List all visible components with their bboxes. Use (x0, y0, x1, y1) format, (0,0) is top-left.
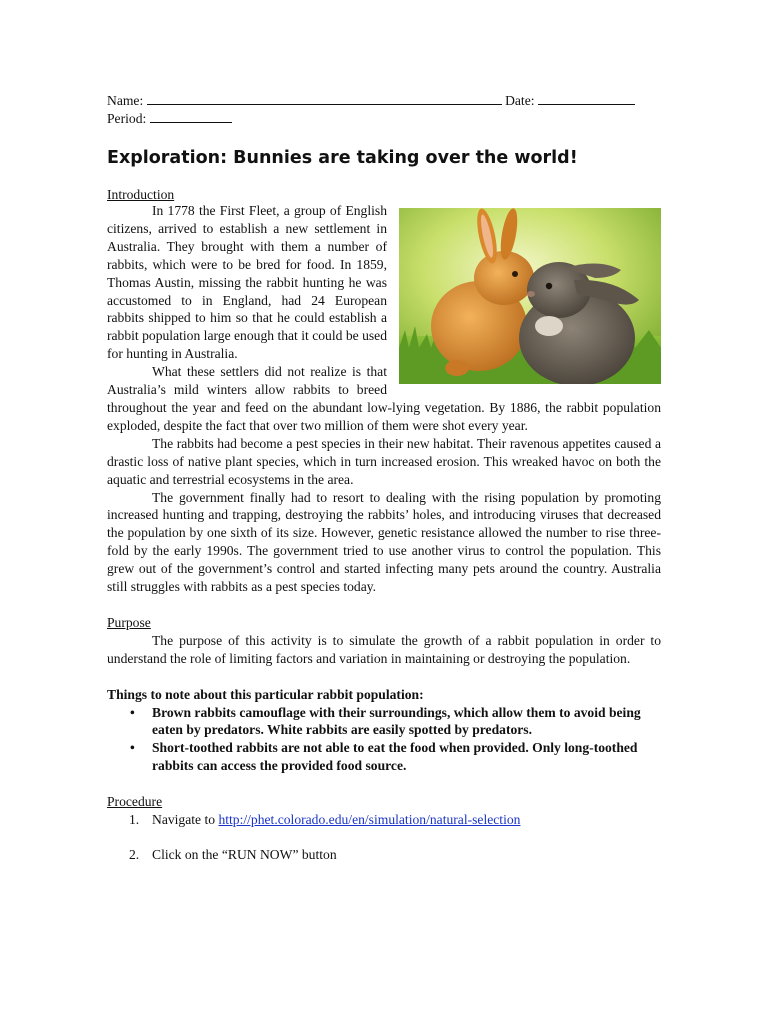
purpose-paragraph: The purpose of this activity is to simulate the growth of a rabbit population in order to understand the role of limiting factors and variation in maintaining or destroying the population. (107, 632, 661, 666)
rabbits-illustration (399, 208, 661, 384)
period-blank[interactable] (150, 110, 232, 123)
notes-heading: Things to note about this particular rabbit population: (107, 686, 424, 702)
intro-flow (107, 202, 661, 864)
name-date-line (107, 92, 661, 110)
period-line (107, 110, 661, 128)
procedure-step-1: 1. Navigate to http://phet.colorado.edu/en/simulation/natural-selection (129, 812, 521, 828)
name-blank[interactable] (147, 92, 502, 105)
simulation-link[interactable]: http://phet.colorado.edu/en/simulation/natural-selection (218, 812, 521, 828)
document-body (107, 92, 661, 204)
notes-item: • Short-toothed rabbits are not able to eat the food when provided. Only long-toothed rabbits can access the provided food source. (152, 739, 661, 775)
name-label: Name: (107, 93, 144, 108)
step-number: 1. (129, 812, 140, 828)
introduction-heading: Introduction (107, 187, 175, 202)
date-label: Date: (505, 93, 535, 108)
intro-paragraph-4: The government finally had to resort to dealing with the rising population by promoting increased hunting and trapping, destroying the rabbits’ holes, and introducing viruses that decreased the population by one sixth of its size. However, genetic resistance allowed the number to rise three-fold by the early 1990s. The government tried to use another virus to control the population. This grew out of the government’s control and started infecting many pets around the country. Australia still struggles with rabbits as a pest species today. (107, 489, 661, 595)
intro-paragraph-1: In 1778 the First Fleet, a group of English citizens, arrived to establish a new settlement in Australia. They brought with them a number of rabbits, which were to be bred for food. In 1859, Thomas Austin, missing the rabbit hunting he was accustomed to in England, had 24 European rabbits shipped to him so that he could establish a rabbit population large enough that it could be used for hunting in Australia. (107, 203, 387, 362)
purpose-heading: Purpose (107, 614, 151, 630)
page-title: Exploration: Bunnies are taking over the world! (107, 148, 578, 168)
procedure-heading: Procedure (107, 794, 163, 810)
step-number: 2. (129, 847, 140, 862)
period-label: Period: (107, 111, 147, 126)
intro-paragraph-2: What these settlers did not realize is that Australia’s mild winters allow rabbits to breed throughout the year and feed on the abundant low-lying vegetation. By 1886, the rabbit population exploded, despite the fact that over two million of them were shot every year. (107, 364, 661, 433)
notes-item: • Brown rabbits camouflage with their surroundings, which allow them to avoid being eaten by predators. White rabbits are easily spotted by predators. (152, 704, 661, 740)
date-blank[interactable] (538, 92, 635, 105)
notes-list (107, 704, 661, 776)
procedure-list (107, 811, 661, 864)
intro-paragraph-3: The rabbits had become a pest species in their new habitat. Their ravenous appetites caused a drastic loss of native plant species, which in turn increased erosion. This wreaked havoc on both the aquatic and terrestrial ecosystems in the area. (107, 435, 661, 487)
procedure-step-2: 2. Click on the “RUN NOW” button (129, 847, 337, 862)
rabbits-photo (399, 208, 661, 384)
